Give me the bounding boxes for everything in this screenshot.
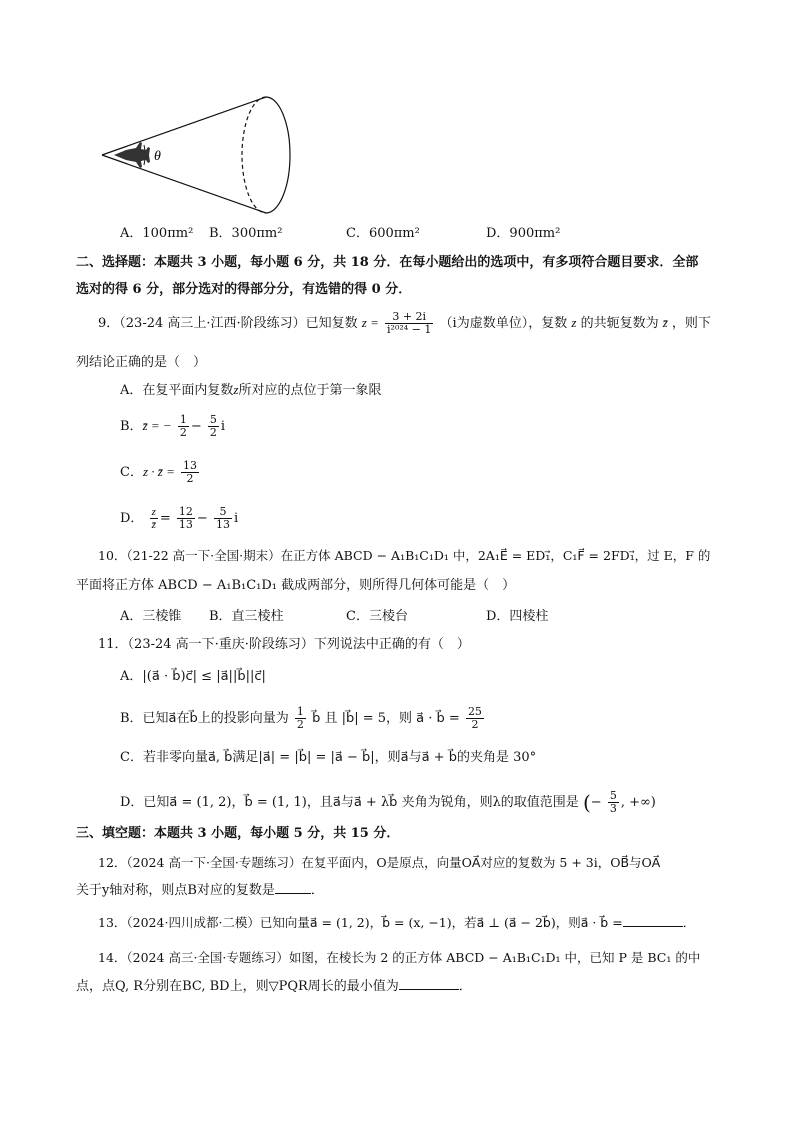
q9-option-b: B．z̄ = − $\frac{1}{2}$ − $\frac{5}{2}$ i [120, 413, 226, 439]
q10-option-a: A．三棱锥 [120, 609, 182, 624]
q8-option-b: B．300πm² [209, 226, 283, 241]
q9-z: z [571, 315, 577, 330]
theta-label: θ [154, 149, 161, 164]
q10-option-b: B．直三棱柱 [209, 609, 284, 624]
q12-stem-line1: 12．（2024 高一下·全国·专题练习）在复平面内，O是原点，向量OA⃗对应的复数为 5 + 3i，OB⃗与OA⃗ [98, 855, 661, 870]
q10-stem-line2: 平面将正方体 ABCD − A₁B₁C₁D₁ 截成两部分，则所得几何体可能是（ ） [76, 578, 516, 593]
q11-stem: 11．（23-24 高一下·重庆·阶段练习）下列说法中正确的有（ ） [98, 637, 470, 652]
q9-zbar: z̄ [662, 315, 668, 330]
q8-option-a: A．100πm² [120, 226, 194, 241]
q9-middle: （i为虚数单位），复数 [439, 316, 568, 331]
q9-z-eq: z = [361, 315, 379, 330]
q9-option-c: C．z · z̄ = $\frac{13}{2}$ [120, 459, 197, 485]
q13-answer-blank[interactable] [623, 926, 683, 927]
q11-option-a: A．|(a⃗ · b⃗)c⃗| ≤ |a⃗||b⃗||c⃗| [120, 669, 266, 684]
q11-option-c: C．若非零向量a⃗, b⃗满足|a⃗| = |b⃗| = |a⃗ − b⃗|，则a⃗与a⃗ + b⃗的夹角是 30° [120, 750, 537, 765]
cone-lower-edge [102, 155, 266, 213]
q12-answer-blank[interactable] [275, 893, 311, 894]
q9-option-d: D． $\frac{z}{z̄}$ = $\frac{12}{13}$ − $\frac{5}{13}$ i [120, 505, 239, 531]
q10-stem-line1: 10．（21-22 高一下·全国·期末）在正方体 ABCD − A₁B₁C₁D₁ 中，2A₁E⃗ = ED₁⃗，C₁F⃗ = 2FD₁⃗，过 E，F 的 [98, 548, 711, 563]
q14-stem-line2: 点，点Q, R分别在BC, BD上，则▽PQR周长的最小值为 ． [76, 979, 472, 994]
q10-option-c: C．三棱台 [346, 609, 408, 624]
q9-conj-text: 的共轭复数为 [580, 316, 659, 331]
q14-stem-line1: 14．（2024 高三·全国·专题练习）如图，在棱长为 2 的正方体 ABCD − A₁B₁C₁D₁ 中，已知 P 是 BC₁ 的中 [98, 950, 701, 965]
q13-stem: 13．（2024·四川成都·二模）已知向量a⃗ = (1, 2)，b⃗ = (x, −1)，若a⃗ ⊥ (a⃗ − 2b⃗)，则a⃗ · b⃗ = ． [98, 915, 696, 930]
q11-option-d: D．已知a⃗ = (1, 2)，b⃗ = (1, 1)，且a⃗与a⃗ + λb⃗ 夹角为锐角，则λ的取值范围是 (− $\frac{5}{3}$ , +∞) [120, 789, 656, 815]
q9-option-a: A．在复平面内复数z所对应的点位于第一象限 [120, 382, 382, 398]
q9-stem-line1 [98, 311, 711, 336]
q9-prefix: 9．（23-24 高三上·江西·阶段练习）已知复数 [98, 316, 358, 331]
cone-upper-edge [102, 97, 266, 155]
cone-figure [96, 92, 296, 217]
section2-heading-line1: 二、选择题：本题共 3 小题，每小题 6 分，共 18 分．在每小题给出的选项中，有多项符合题目要求．全部 [76, 255, 699, 270]
section2-heading-line2: 选对的得 6 分，部分选对的得部分分，有选错的得 0 分． [76, 282, 412, 297]
section3-heading: 三、填空题：本题共 3 小题，每小题 5 分，共 15 分． [76, 826, 400, 841]
q10-option-d: D．四棱柱 [486, 609, 549, 624]
q9-stem-line2: 列结论正确的是（ ） [76, 355, 207, 370]
q9-suffix: ，则下 [671, 316, 711, 331]
cone-base-front [266, 97, 290, 213]
q12-stem-line2: 关于y轴对称，则点B对应的复数是 ． [76, 883, 324, 898]
q8-option-d: D．900πm² [486, 226, 561, 241]
q8-option-c: C．600πm² [346, 226, 420, 241]
q9-fraction: $\frac{3 + 2i}{\text{i²⁰²⁴ − 1}}$ [387, 310, 432, 336]
cone-base-hidden [242, 97, 266, 213]
q11-option-b: B．已知a⃗在b⃗上的投影向量为 $\frac{1}{2}$ b⃗ 且 |b⃗| = 5，则 a⃗ · b⃗ = $\frac{25}{2}$ [120, 705, 482, 731]
q14-answer-blank[interactable] [399, 989, 459, 990]
